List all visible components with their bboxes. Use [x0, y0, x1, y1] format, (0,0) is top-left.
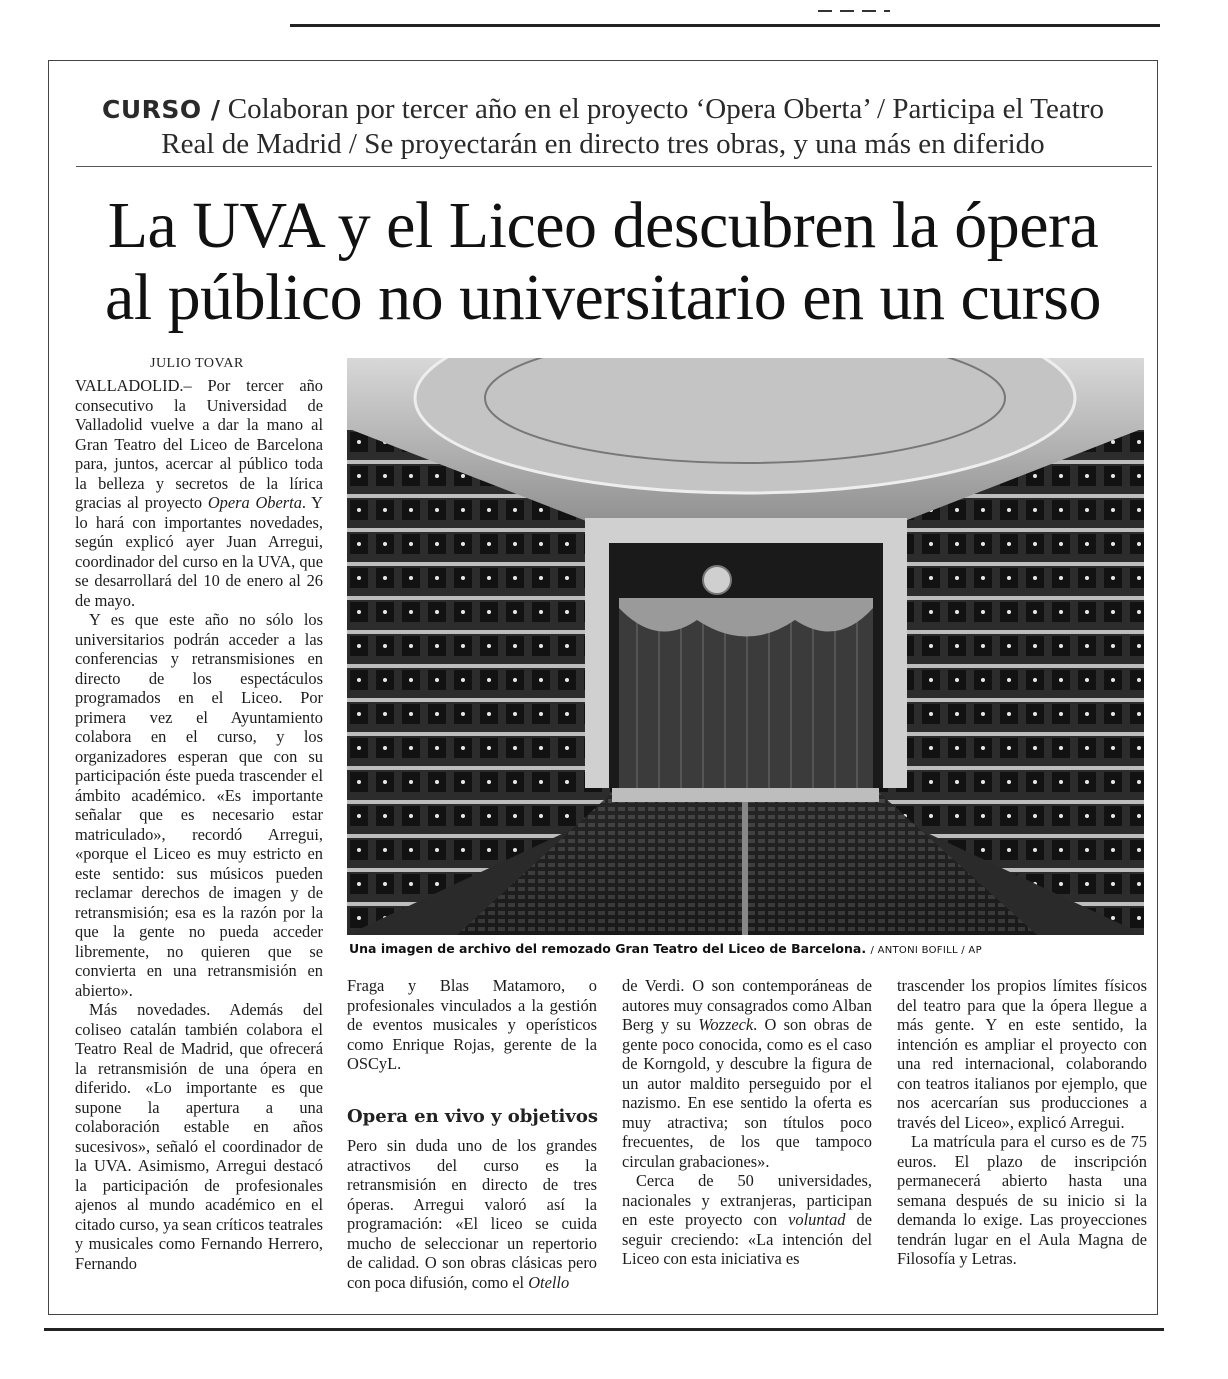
- kicker-tag: CURSO /: [102, 95, 221, 124]
- paragraph: trascender los propios límites físicos del teatro para que la ópera llegue a más gente. Y en este sentido, la intención es ampliar el proyecto con una red internacional, colaborando con teatros italianos por ejemplo, que nos acercarían sus producciones a través del Liceo», explicó Arregui.: [897, 976, 1147, 1132]
- paragraph: de Verdi. O son contemporáneas de autores muy consagrados como Alban Berg y su Wozzeck. O son obras de gente poco conocida, como es el caso de Korngold, y descubre la figura de un autor maldito perseguido por el nazismo. En ese sentido la oferta es muy atractiva; son títulos poco frecuentes, de los que tampoco circulan grabaciones».: [622, 976, 872, 1171]
- column-4: [897, 976, 1147, 1269]
- paragraph: La matrícula para el curso es de 75 euros. El plazo de inscripción permanecerá abierto hasta una semana después de su inicio si la demanda lo exige. Las proyecciones tendrán lugar en el Aula Magna de Filosofía y Letras.: [897, 1132, 1147, 1268]
- column-3: [622, 976, 872, 1269]
- photo-caption: [349, 941, 1149, 956]
- paragraph: Fraga y Blas Matamoro, o profesionales vinculados a la gestión de eventos musicales y operísticos como Enrique Rojas, gerente de la OSCyL.: [347, 976, 597, 1073]
- kicker: [48, 92, 1158, 161]
- theatre-interior-illustration: [347, 358, 1144, 935]
- paragraph: VALLADOLID.– Por tercer año consecutivo la Universidad de Valladolid vuelve a dar la mano al Gran Teatro del Liceo de Barcelona para, juntos, acercar al público toda la belleza y secretos de la lírica gracias al proyecto Opera Oberta. Y lo hará con importantes novedades, según explicó ayer Juan Arregui, coordinador del curso en la UVA, que se desarrollará del 10 de enero al 26 de mayo.: [75, 376, 323, 610]
- paragraph: Más novedades. Además del coliseo catalán también colabora el Teatro Real de Madrid, que ofrecerá la retransmisión de una ópera en diferido. «Lo importante es que supone la apertura a una colaboración estable en años sucesivos», señaló el coordinador de la UVA. Asimismo, Arregui destacó la participación de profesionales ajenos al mundo académico en el citado curso, ya sean críticos teatrales y musicales como Fernando Herrero, Fernando: [75, 1000, 323, 1273]
- headline-line-2: al público no universitario en un curso: [105, 261, 1101, 334]
- kicker-divider: [76, 166, 1152, 167]
- bottom-rule: [44, 1328, 1164, 1331]
- photo-credit: / ANTONI BOFILL / AP: [870, 945, 982, 956]
- column-2: [347, 976, 597, 1074]
- emphasis: voluntad: [788, 1210, 846, 1229]
- headline-line-1: La UVA y el Liceo descubren la ópera: [107, 189, 1099, 262]
- headline: [48, 190, 1158, 334]
- subheading: Opera en vivo y objetivos: [347, 1106, 598, 1127]
- opera-title: Otello: [528, 1272, 570, 1292]
- opera-title: Wozzeck: [698, 1015, 754, 1034]
- caption-text: Una imagen de archivo del remozado Gran Teatro del Liceo de Barcelona.: [349, 941, 867, 956]
- top-rule: [290, 24, 1160, 27]
- byline: JULIO TOVAR: [150, 356, 244, 371]
- theatre-photo: [347, 358, 1144, 935]
- top-rule-dashes: [818, 10, 890, 12]
- kicker-line-1: Colaboran por tercer año en el proyecto ‘Opera Oberta’ / Participa el Teatro: [227, 93, 1104, 125]
- kicker-line-2: Real de Madrid / Se proyectarán en directo tres obras, y una más en diferido: [161, 128, 1045, 160]
- project-name: Opera Oberta: [207, 493, 302, 512]
- column-2-continued: [347, 1136, 597, 1292]
- paragraph: Cerca de 50 universidades, nacionales y extranjeras, participan en este proyecto con voluntad de seguir creciendo: «La intención del Liceo con esta iniciativa es: [622, 1171, 872, 1268]
- column-1: [75, 376, 323, 1273]
- paragraph: Y es que este año no sólo los universitarios podrán acceder a las conferencias y retransmisiones en directo de los espectáculos programados en el Liceo. Por primera vez el Ayuntamiento colabora en el curso, y los organizadores esperan que con su participación éste pueda trascender el ámbito académico. «Es importante señalar que es necesario estar matriculado», recordó Arregui, «porque el Liceo es muy estricto en este sentido: sus músicos pueden reclamar derechos de imagen y de retransmisión; esa es la razón por la que la gente no pueda acceder libremente, no quieren que se convierta en una retransmisión en abierto».: [75, 610, 323, 1000]
- paragraph: Pero sin duda uno de los grandes atractivos del curso es la retransmisión en directo de tres óperas. Arregui valoró así la programación: «El liceo se cuida mucho de seleccionar un repertorio de calidad. O son obras clásicas pero con poca difusión, como el Otello: [347, 1136, 597, 1292]
